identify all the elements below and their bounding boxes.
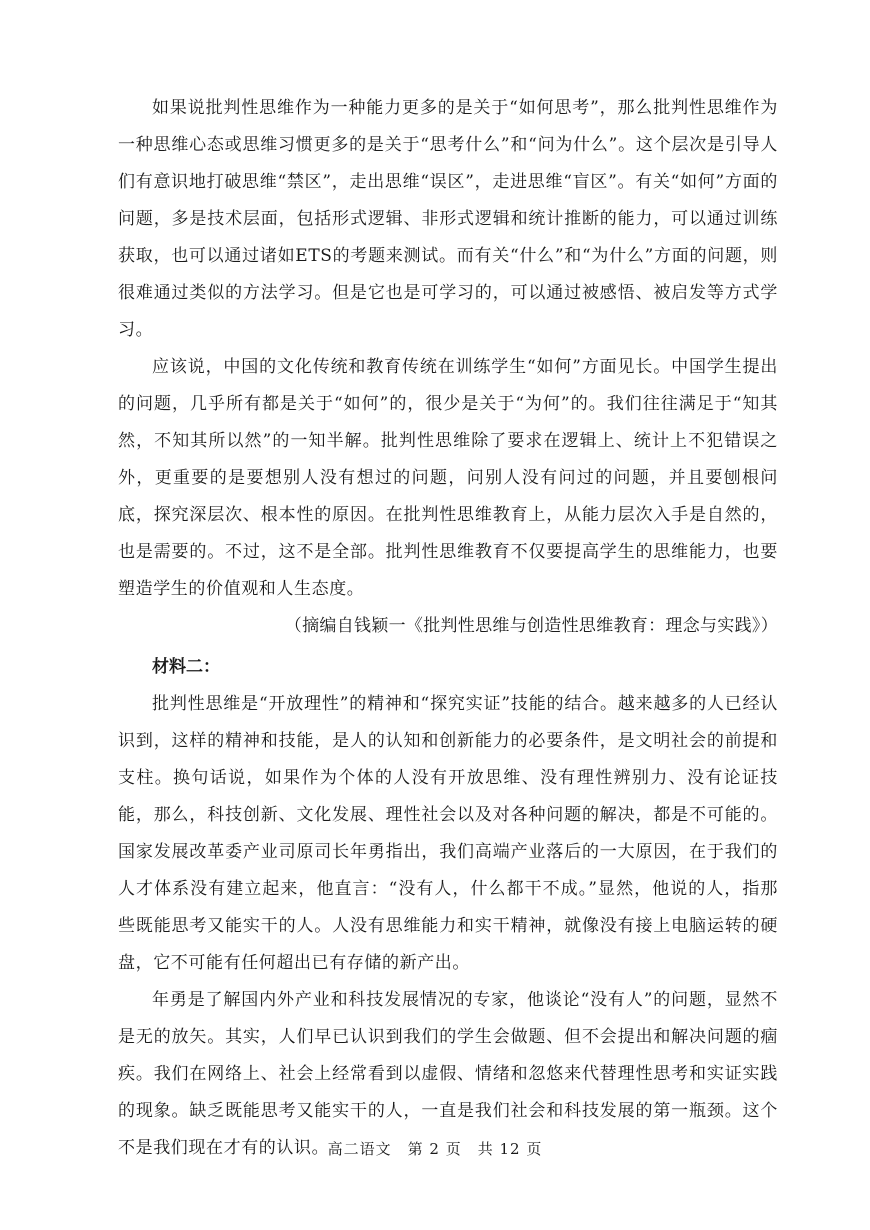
paragraph-1: 如果说批判性思维作为一种能力更多的是关于“如何思考”，那么批判性思维作为一种思维心态或思维习惯更多的是关于“思考什么”和“问为什么”。这个层次是引导人们有意识地打破思维“禁区”，走出思维“误区”，走进思维“盲区”。有关“如何”方面的问题，多是技术层面，包括形式逻辑、非形式逻辑和统计推断的能力，可以通过训练获取，也可以通过诸如ETS的考题来测试。而有关“什么”和“为什么”方面的问题，则很难通过类似的方法学习。但是它也是可学习的，可以通过被感悟、被启发等方式学习。 xyxy=(118,98,778,340)
page-content xyxy=(118,90,778,1167)
paragraph-2: 应该说，中国的文化传统和教育传统在训练学生“如何”方面见长。中国学生提出的问题，几乎所有都是关于“如何”的，很少是关于“为何”的。我们往往满足于“知其然，不知其所以然”的一知半解。批判性思维除了要求在逻辑上、统计上不犯错误之外，更重要的是要想别人没有想过的问题，问别人没有问过的问题，并且要刨根问底，探究深层次、根本性的原因。在批判性思维教育上，从能力层次入手是自然的，也是需要的。不过，这不是全部。批判性思维教育不仅要提高学生的思维能力，也要塑造学生的价值观和人生态度。 xyxy=(118,357,778,599)
source-citation: （摘编自钱颖一《批判性思维与创造性思维教育：理念与实践》） xyxy=(284,616,778,636)
section-heading-material-2: 材料二： xyxy=(152,657,220,677)
paragraph-3: 批判性思维是“开放理性”的精神和“探究实证”技能的结合。越来越多的人已经认识到，这样的精神和技能，是人的认知和创新能力的必要条件，是文明社会的前提和支柱。换句话说，如果作为个体的人没有开放思维、没有理性辨别力、没有论证技能，那么，科技创新、文化发展、理性社会以及对各种问题的解决，都是不可能的。国家发展改革委产业司原司长年勇指出，我们高端产业落后的一大原因，在于我们的人才体系没有建立起来，他直言：“没有人，什么都干不成。”显然，他说的人，指那些既能思考又能实干的人。人没有思维能力和实干精神，就像没有接上电脑运转的硬盘，它不可能有任何超出已有存储的新产出。 xyxy=(118,694,778,973)
page-footer: 高二语文 第 2 页 共 12 页 xyxy=(327,1140,543,1158)
paragraph-4: 年勇是了解国内外产业和科技发展情况的专家，他谈论“没有人”的问题，显然不是无的放矢。其实，人们早已认识到我们的学生会做题、但不会提出和解决问题的痼疾。我们在网络上、社会上经常看到以虚假、情绪和忽悠来代替理性思考和实证实践的现象。缺乏既能思考又能实干的人，一直是我们社会和科技发展的第一瓶颈。这个不是我们现在才有的认识。 xyxy=(118,990,778,1158)
